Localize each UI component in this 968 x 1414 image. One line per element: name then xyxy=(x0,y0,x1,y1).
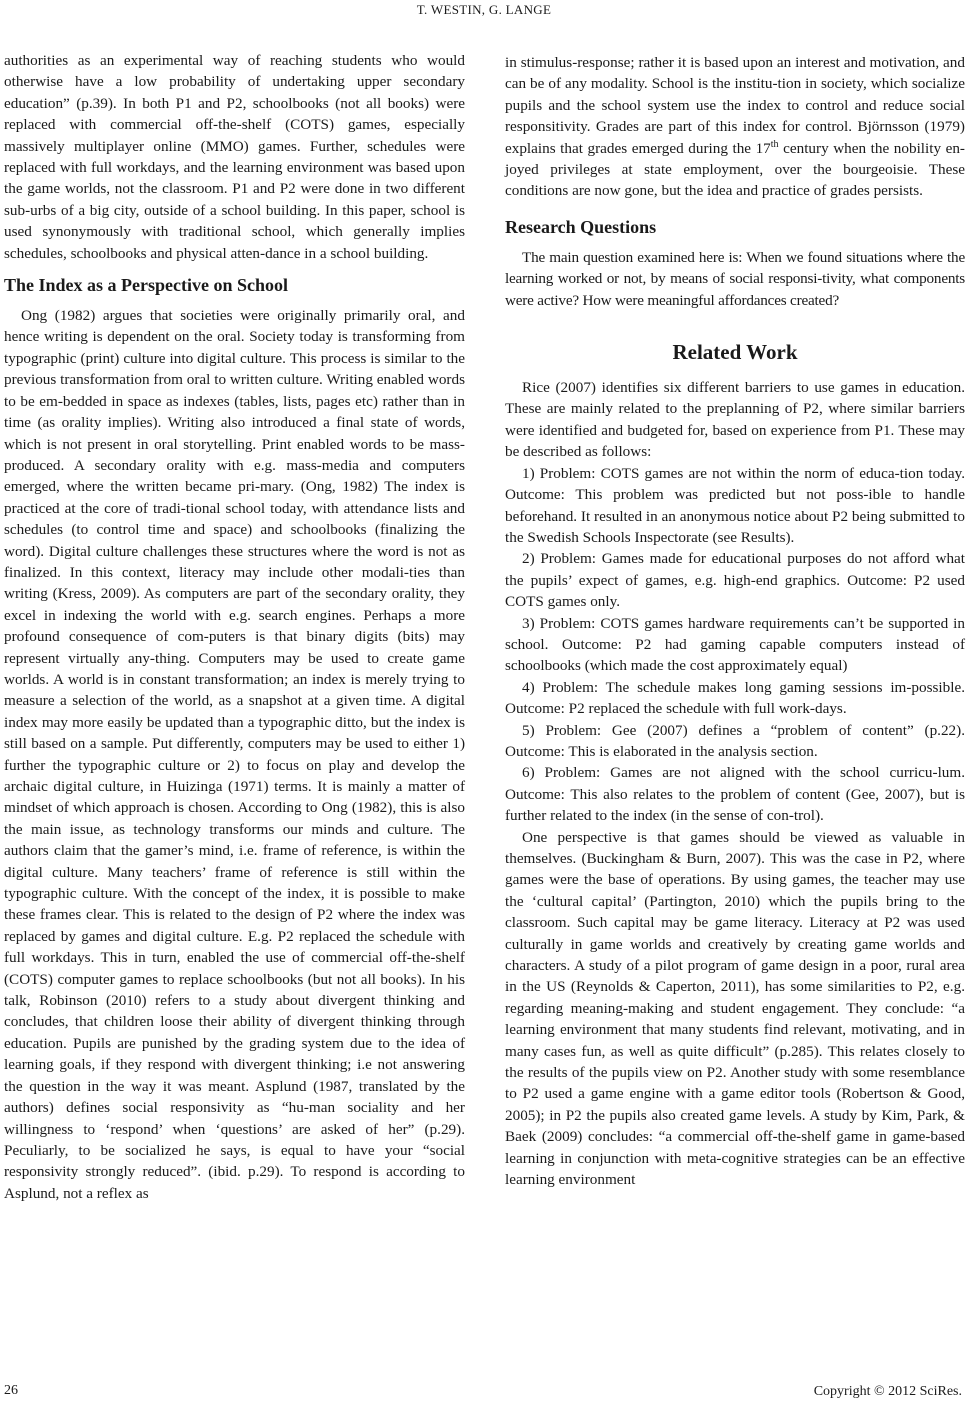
paragraph: The main question examined here is: When we found situations where the learning worked or not, by means of social responsi-tivity, what components were active? How were meaningful affordances created? xyxy=(505,248,965,309)
paragraph: authorities as an experimental way of reaching students who would otherwise have a low probability of undertaking upper secondary education” (p.39). In both P1 and P2, schoolbooks (not all books) were replaced with commercial off-the-shelf (COTS) games, especially massively multiplayer online (MMO) games. Further, schedules were replaced with full workdays, and the learning environment was based upon the game worlds, not the classroom. P1 and P2 were done in two different sub-urbs of a big city, outside of a school building. In this paper, school is used synonymously with traditional school, which generally implies schedules, schoolbooks and physical atten-dance in a school building. xyxy=(4,52,465,262)
list-item: 4) Problem: The schedule makes long gaming sessions im-possible. Outcome: P2 replaced the schedule with full work-days. xyxy=(505,678,965,718)
section-title-related-work: Related Work xyxy=(672,340,798,365)
list-item: 5) Problem: Gee (2007) defines a “problem of content” (p.22). Outcome: This is elaborated in the analysis section. xyxy=(505,721,965,760)
paragraph-text: in stimulus-response; rather it is based upon an interest and motivation, and can be of any modality. School is the institu-tion in society, which socialize pupils and the school system use the index to control and reduce social responsitivity. Grades are part of this index for control. Björnsson (1979) explains that grades emerged during the 17 xyxy=(505,54,965,157)
superscript: th xyxy=(770,138,779,150)
page-number: 26 xyxy=(4,1383,18,1398)
paragraph: Ong (1982) argues that societies were originally primarily oral, and hence writing is dependent on the oral. Society today is transforming from typographic (print) culture into digital culture. This process is similar to the previous transformation from oral to written culture. Writing enabled words to be em-bedded in space as indexes (tables, lists, pages etc) rather than in time (as orality implies). Writing also introduced a final state of words, which is not present in oral storytelling. Print enabled words to be mass-produced. A secondary orality with e.g. mass-media and computers emerged, where the written became pri-mary. (Ong, 1982) The index is practiced at the core of tradi-tional school today, with attendance lists and schedules (to control time and space) and schoolbooks (finalizing the word). Digital culture challenges these structures where the word is not as finalized. In this context, literacy may include other modali-ties than writing (Kress, 2009). As computers are part of the secondary orality, they excel in indexing the world with e.g. search engines. Perhaps a more profound consequence of com-puters is that binary digits (bits) may represent virtually any-thing. Computers may be used to create game worlds. A world is in constant transformation; an index is merely trying to measure a selection of the world, as a snapshot at a given time. A digital index may more easily be updated than a typographic ditto, but the index is still based on a sample. Put differently, computers may be used to either 1) further the typographic culture or 2) to focus on play and develop the archaic digital culture, in Huizinga (1971) terms. It is mainly a matter of mindset of which approach is chosen. According to Ong (1982), this is also the main issue, as technology transforms our minds and culture. The authors claim that the gamer’s mind, i.e. frame of reference, is within the digital culture. Many teachers’ frame of reference is still within the typographic culture. With the concept of the index, it is possible to make these frames clear. This is related to the design of P2 where the index was replaced by games and digital culture. E.g. P2 replaced the schedule with full workdays. This in turn, enabled the use of commercial off-the-shelf (COTS) computer games to replace schoolbooks (but not all books). In his talk, Robinson (2010) refers to a study about divergent thinking and concludes, that children loose their ability of divergent thinking through education. Pupils are punished by the grading system due to the idea of learning goals, if they respond with divergent thinking; i.e not answering the question in the way it was meant. Asplund (1987, translated by the authors) defines social responsivity as “hu-man sociality and her willingness to ‘respond’ when ‘questions’ are asked of her” (p.29). Peculiarly, to be socialized he says, is equal to have your “social responsivity strongly reduced”. (ibid. p.29). To respond is according to Asplund, not a reflex as xyxy=(4,307,465,1202)
section-heading-index: The Index as a Perspective on School xyxy=(4,275,289,296)
list-item: 1) Problem: COTS games are not within the norm of educa-tion today. Outcome: This problem was predicted but not poss-ible to handle beforehand. It resulted in an anonymous notice about P2 being submitted to the Swedish Schools Inspectorate (see Results). xyxy=(505,464,965,546)
paragraph xyxy=(505,52,965,202)
right-column xyxy=(505,52,965,1191)
paragraph-text: century when the nobility en-joyed privileges at state employment, over the bourgeoisie. These conditions are now gone, but the idea and practice of grades persists. xyxy=(505,139,965,200)
paragraph: One perspective is that games should be viewed as valuable in themselves. (Buckingham & Burn, 2007). This was the case in P2, where games were the base of operations. By using games, the teacher may use the ‘cultural capital’ (Partington, 2010) which the pupils bring to the classroom. Such capital may be game literacy. Literacy at P2 was used culturally in game worlds and creatively by creating game worlds and characters. A study of a pilot program of game design in a poor, rural area in the US (Reynolds & Caperton, 2011), has some similarities to P2, e.g. regarding meaning-making and student engagement. They conclude: “a learning environment that many students find relevant, motivating, and in many cases fun, as well as quite difficult” (p.285). This relates closely to the results of the pupils view on P2. Another study with some resemblance to P2 used a game engine with a game editor tools (Robertson & Good, 2005); in P2 the pupils also created game levels. A study by Kim, Park, & Baek (2009) concludes: “a commercial off-the-shelf game in game-based learning in conjunction with meta-cognitive strategies can be an effective learning environment xyxy=(505,828,965,1189)
list-item: 6) Problem: Games are not aligned with the school curricu-lum. Outcome: This also relates to the problem of content (Gee, 2007), but is further related to the index (in the sense of con-trol). xyxy=(505,764,965,825)
left-column xyxy=(4,50,465,1204)
list-item: 2) Problem: Games made for educational purposes do not afford what the pupils’ expect of games, e.g. high-end graphics. Outcome: P2 used COTS games only. xyxy=(505,550,965,611)
section-heading-research-questions: Research Questions xyxy=(505,216,657,237)
copyright-notice: Copyright © 2012 SciRes. xyxy=(813,1384,962,1399)
running-header: T. WESTIN, G. LANGE xyxy=(416,2,552,17)
list-item: 3) Problem: COTS games hardware requirements can’t be supported in school. Outcome: P2 had gaming capable computers instead of schoolbooks (which made the cost approximately equal) xyxy=(505,614,965,675)
paragraph: Rice (2007) identifies six different barriers to use games in education. These are mainly related to the preplanning of P2, where similar barriers were identified and budgeted for, based on experience from P1. These may be described as follows: xyxy=(505,379,965,461)
